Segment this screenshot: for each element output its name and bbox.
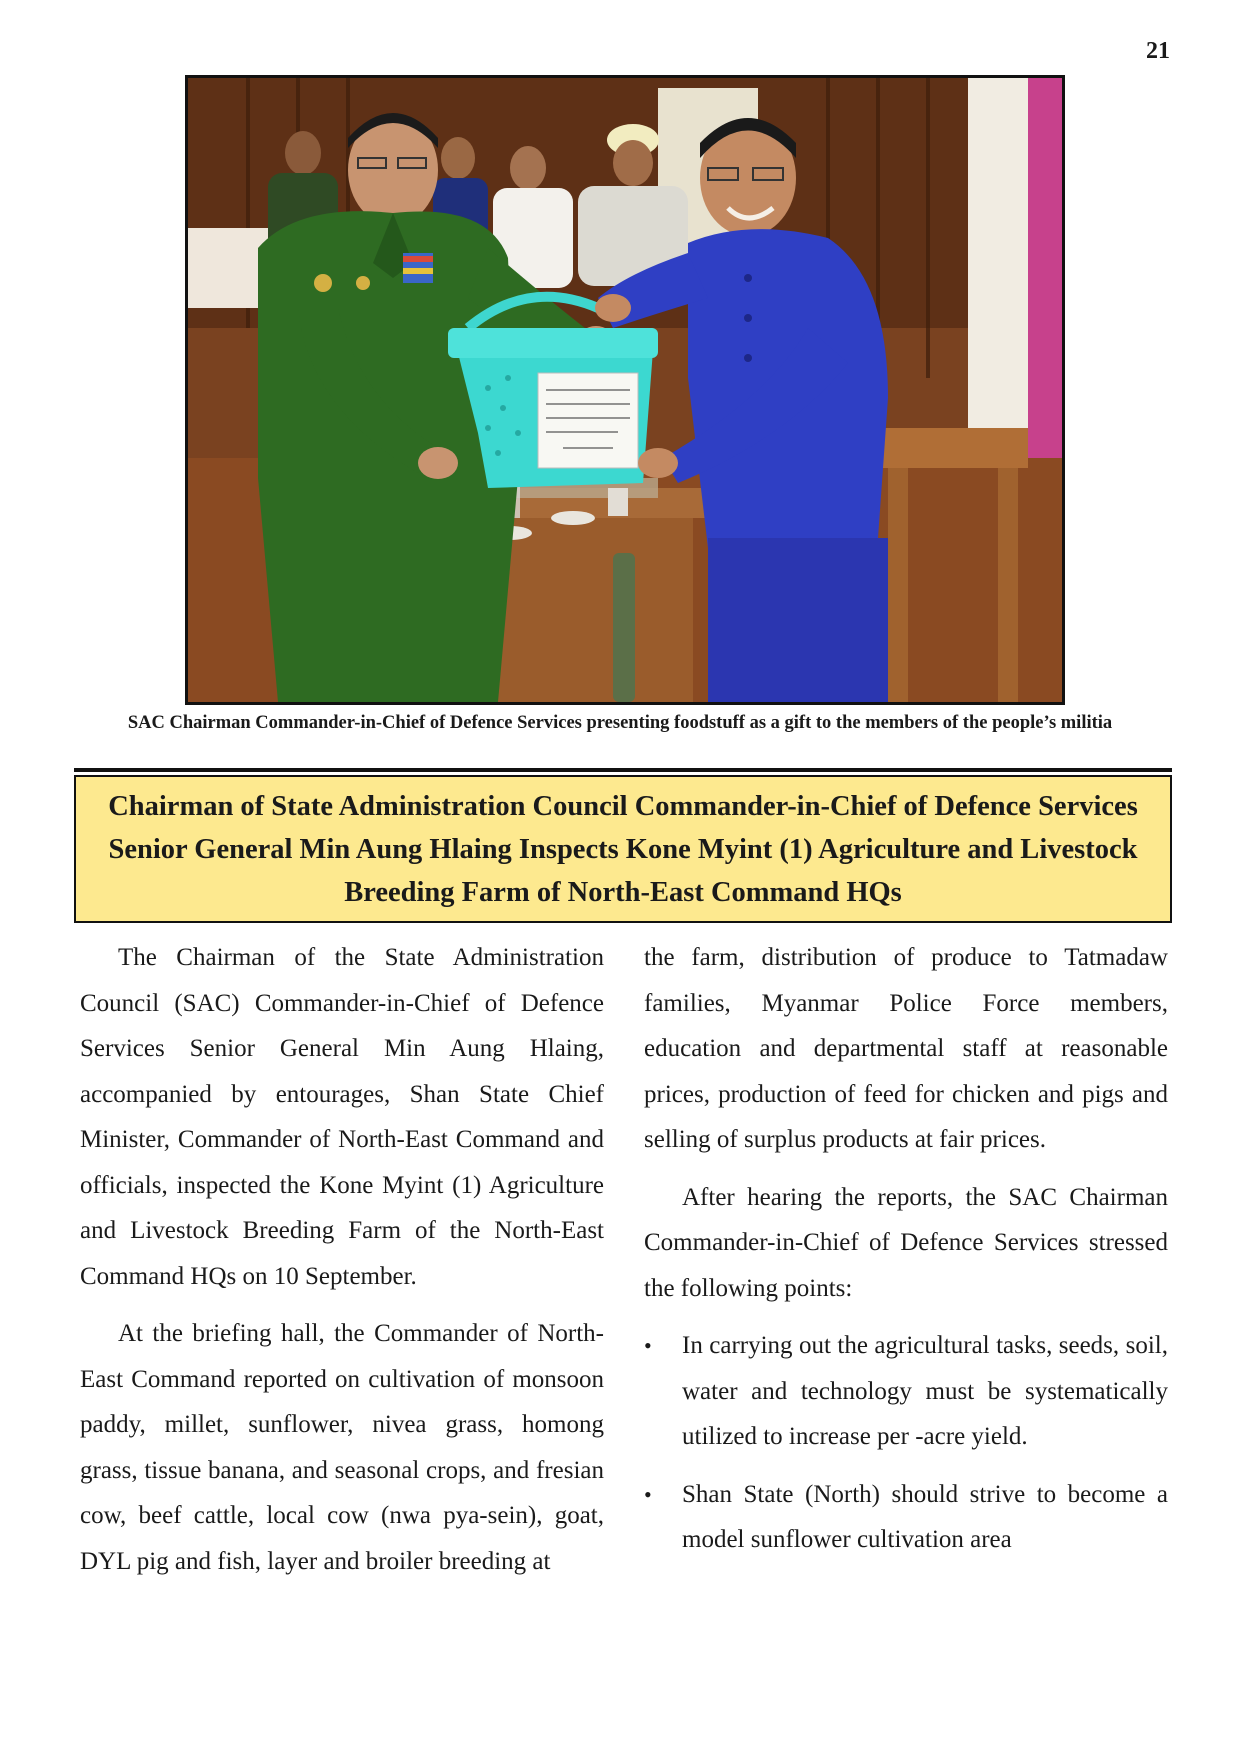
bullet-icon: •	[644, 1481, 652, 1507]
page-number: 21	[1146, 38, 1170, 64]
body-paragraph-continuation: the farm, distribution of produce to Tatmadaw families, Myanmar Police Force members, education and departmental staff at reasonable prices, production of feed for chicken and pigs and selling of surplus products at fair prices.	[644, 944, 1168, 1153]
body-column-right	[644, 935, 1168, 1575]
bullet-icon: •	[644, 1333, 652, 1358]
body-column-left	[80, 935, 604, 1596]
key-points-list	[644, 1323, 1168, 1563]
list-item	[644, 1472, 1168, 1563]
section-divider	[74, 768, 1172, 772]
photo-caption: SAC Chairman Commander-in-Chief of Defence Services presenting foodstuff as a gift to the members of the people’s militia	[127, 713, 1113, 733]
article-headline: Chairman of State Administration Council Commander-in-Chief of Defence Services Senior General Min Aung Hlaing Inspects Kone Myint (1) Agriculture and Livestock Breeding Farm of North-East Command HQs	[108, 790, 1138, 908]
body-paragraph: After hearing the reports, the SAC Chairman Commander-in-Chief of Defence Services stressed the following points:	[644, 1183, 1168, 1302]
body-paragraph: The Chairman of the State Administration Council (SAC) Commander-in-Chief of Defence Services Senior General Min Aung Hlaing, accompanied by entourages, Shan State Chief Minister, Commander of North-East Command and officials, inspected the Kone Myint (1) Agriculture and Livestock Breeding Farm of the North-East Command HQs on 10 September.	[80, 944, 604, 1290]
list-item	[644, 1323, 1168, 1460]
news-photo	[185, 75, 1065, 705]
photo-gift-presentation-icon	[188, 78, 1062, 702]
headline-box	[74, 775, 1172, 923]
list-item-text: Shan State (North) should strive to become a model sunflower cultivation area	[682, 1480, 1168, 1553]
body-paragraph: At the briefing hall, the Commander of North-East Command reported on cultivation of monsoon paddy, millet, sunflower, nivea grass, homong grass, tissue banana, and seasonal crops, and fresian cow, beef cattle, local cow (nwa pya-sein), goat, DYL pig and fish, layer and broiler breeding at	[80, 1320, 604, 1575]
list-item-text: In carrying out the agricultural tasks, seeds, soil, water and technology must be systematically utilized to increase per -acre yield.	[682, 1332, 1168, 1450]
